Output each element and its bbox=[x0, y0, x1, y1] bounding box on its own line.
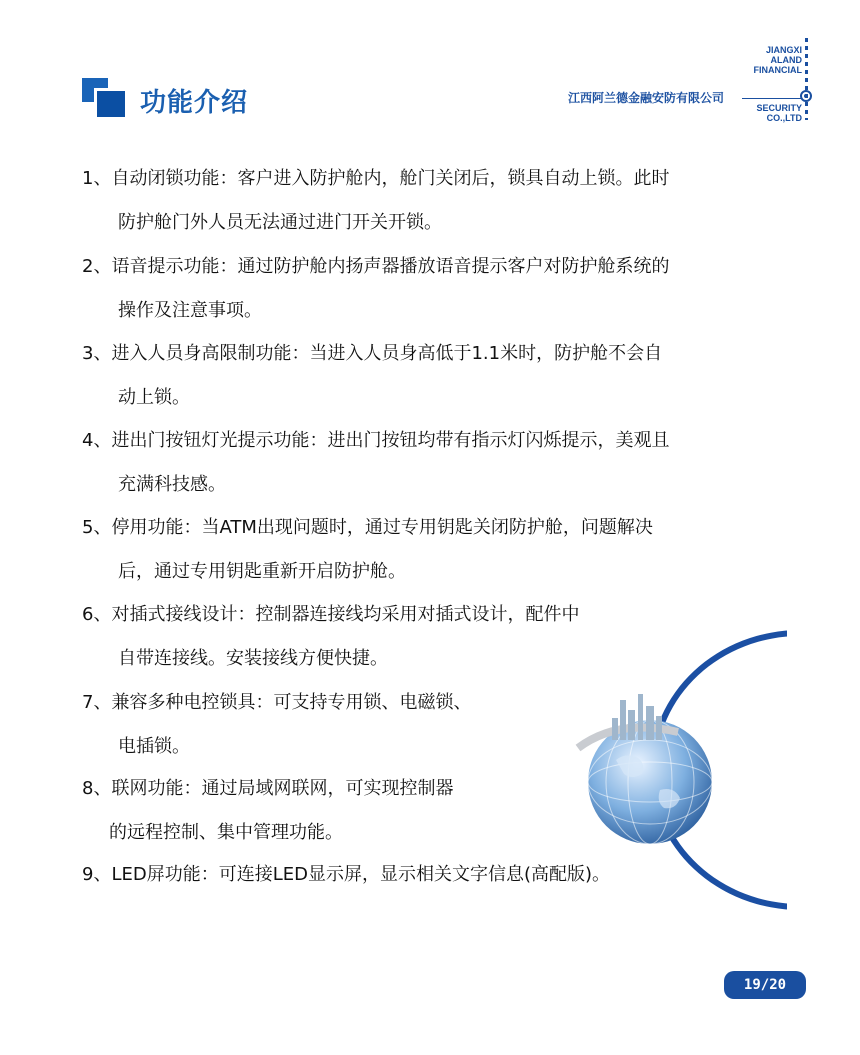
company-name: 江西阿兰德金融安防有限公司 bbox=[568, 91, 725, 105]
brand-text-bottom: SECURITY CO.,LTD bbox=[756, 103, 802, 123]
brand-dotted-line bbox=[805, 38, 808, 120]
page-number: 19/20 bbox=[724, 971, 806, 999]
feature-item-9: 9、LED屏功能：可连接LED显示屏，显示相关文字信息(高配版)。 bbox=[82, 864, 611, 885]
feature-item-2: 2、语音提示功能：通过防护舱内扬声器播放语音提示客户对防护舱系统的 操作及注意事项。 bbox=[82, 256, 670, 321]
feature-item-3: 3、进入人员身高限制功能：当进入人员身高低于1.1米时，防护舱不会自 动上锁。 bbox=[82, 343, 663, 408]
brand-text-top: JIANGXI ALAND FINANCIAL bbox=[753, 45, 802, 75]
feature-item-1: 1、自动闭锁功能：客户进入防护舱内，舱门关闭后，锁具自动上锁。此时 防护舱门外人员无法通过进门开关开锁。 bbox=[82, 168, 670, 233]
brand-divider bbox=[742, 98, 802, 99]
feature-item-8: 8、联网功能：通过局域网联网，可实现控制器 的远程控制、集中管理功能。 bbox=[82, 778, 454, 843]
feature-item-5: 5、停用功能：当ATM出现问题时，通过专用钥匙关闭防护舱，问题解决 后，通过专用钥匙重新开启防护舱。 bbox=[82, 517, 653, 582]
feature-item-6: 6、对插式接线设计：控制器连接线均采用对插式设计，配件中 自带连接线。安装接线方便快捷。 bbox=[82, 604, 580, 669]
feature-item-7: 7、兼容多种电控锁具：可支持专用锁、电磁锁、 电插锁。 bbox=[82, 692, 472, 757]
globe-city-icon bbox=[568, 690, 728, 850]
brand-target-icon bbox=[800, 90, 812, 102]
page-title: 功能介绍 bbox=[140, 88, 249, 118]
feature-item-4: 4、进出门按钮灯光提示功能：进出门按钮均带有指示灯闪烁提示，美观且 充满科技感。 bbox=[82, 430, 670, 495]
title-squares-icon bbox=[82, 78, 124, 114]
